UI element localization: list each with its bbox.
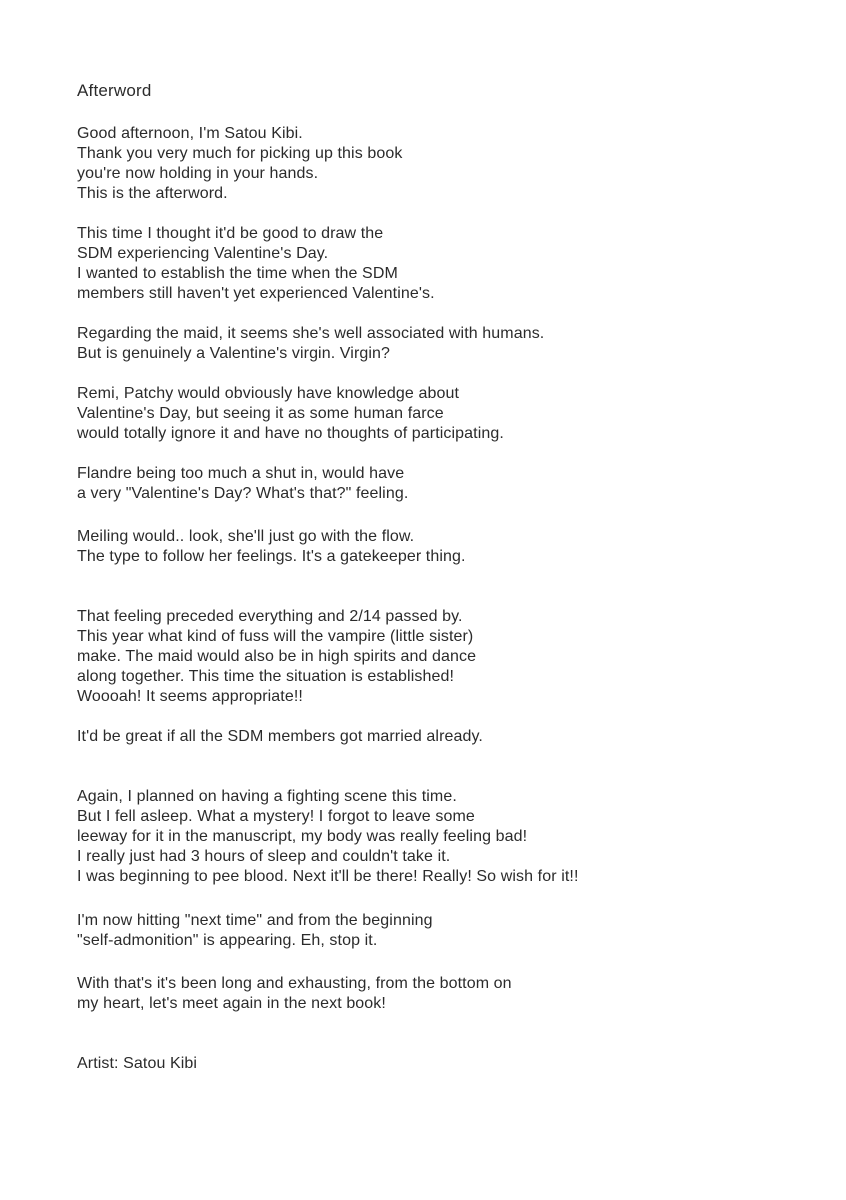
text-line: "self-admonition" is appearing. Eh, stop it. bbox=[77, 932, 378, 949]
text-line: Good afternoon, I'm Satou Kibi. bbox=[77, 125, 303, 142]
text-line: With that's it's been long and exhausting, from the bottom on bbox=[77, 975, 512, 992]
text-line: Flandre being too much a shut in, would have bbox=[77, 465, 405, 482]
text-line: Regarding the maid, it seems she's well associated with humans. bbox=[77, 325, 545, 342]
paragraph-married bbox=[77, 727, 796, 747]
paragraph-farewell bbox=[77, 974, 796, 1014]
text-line: It'd be great if all the SDM members got married already. bbox=[77, 728, 483, 745]
text-line: But is genuinely a Valentine's virgin. Virgin? bbox=[77, 345, 391, 362]
paragraph-remi-patchy bbox=[77, 384, 796, 444]
paragraph-fighting-scene bbox=[77, 787, 796, 887]
text-line: members still haven't yet experienced Valentine's. bbox=[77, 285, 435, 302]
text-line: I was beginning to pee blood. Next it'll be there! Really! So wish for it!! bbox=[77, 868, 579, 885]
text-line: I wanted to establish the time when the SDM bbox=[77, 265, 398, 282]
text-line: you're now holding in your hands. bbox=[77, 165, 319, 182]
text-line: my heart, let's meet again in the next book! bbox=[77, 995, 386, 1012]
text-line: Remi, Patchy would obviously have knowledge about bbox=[77, 385, 460, 402]
paragraph-theme bbox=[77, 224, 796, 304]
text-line: The type to follow her feelings. It's a gatekeeper thing. bbox=[77, 548, 466, 565]
text-line: Woooah! It seems appropriate!! bbox=[77, 688, 303, 705]
text-line: leeway for it in the manuscript, my body was really feeling bad! bbox=[77, 828, 528, 845]
text-line: I'm now hitting "next time" and from the beginning bbox=[77, 912, 433, 929]
paragraph-meiling bbox=[77, 527, 796, 567]
text-line: Valentine's Day, but seeing it as some human farce bbox=[77, 405, 444, 422]
text-line: Again, I planned on having a fighting scene this time. bbox=[77, 788, 457, 805]
paragraph-maid bbox=[77, 324, 796, 364]
text-line: This year what kind of fuss will the vampire (little sister) bbox=[77, 628, 474, 645]
page-title: Afterword bbox=[77, 81, 152, 100]
text-line: Thank you very much for picking up this book bbox=[77, 145, 403, 162]
text-line: This is the afterword. bbox=[77, 185, 228, 202]
text-line: along together. This time the situation is established! bbox=[77, 668, 454, 685]
text-line: This time I thought it'd be good to draw the bbox=[77, 225, 384, 242]
text-line: SDM experiencing Valentine's Day. bbox=[77, 245, 329, 262]
text-line: But I fell asleep. What a mystery! I forgot to leave some bbox=[77, 808, 475, 825]
text-line: That feeling preceded everything and 2/14 passed by. bbox=[77, 608, 463, 625]
paragraph-greeting bbox=[77, 124, 796, 204]
paragraph-valentine-plot bbox=[77, 607, 796, 707]
text-line: a very "Valentine's Day? What's that?" feeling. bbox=[77, 485, 409, 502]
text-line: would totally ignore it and have no thoughts of participating. bbox=[77, 425, 504, 442]
artist-credit: Artist: Satou Kibi bbox=[77, 1055, 198, 1072]
paragraph-flandre bbox=[77, 464, 796, 504]
text-line: Meiling would.. look, she'll just go with the flow. bbox=[77, 528, 415, 545]
text-line: I really just had 3 hours of sleep and couldn't take it. bbox=[77, 848, 451, 865]
paragraph-next-time bbox=[77, 911, 796, 951]
text-line: make. The maid would also be in high spirits and dance bbox=[77, 648, 477, 665]
